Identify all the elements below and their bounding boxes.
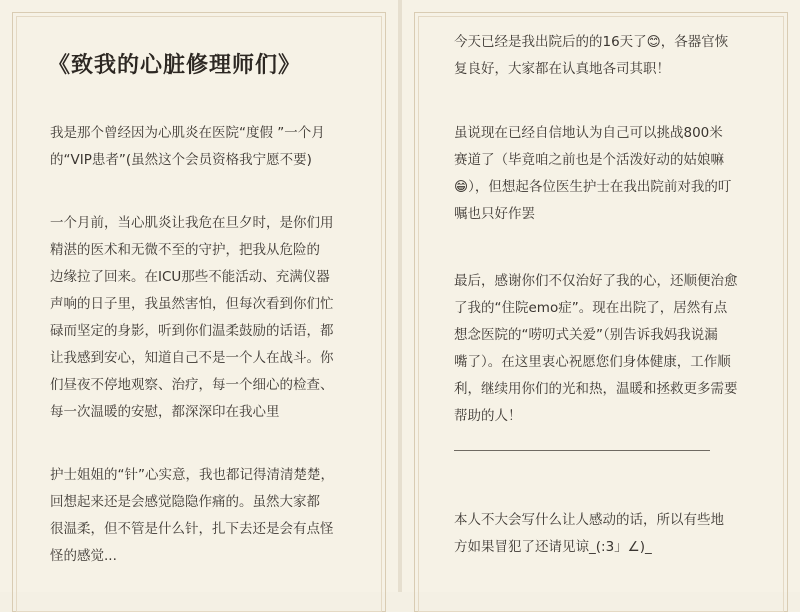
right-page: [402, 0, 800, 592]
section-divider: [454, 450, 710, 451]
icu-paragraph: 一个月前，当心肌炎让我危在旦夕时，是你们用 精湛的医术和无微不至的守护，把我从危险的 边缘拉了回来。在ICU那些不能活动、充满仪器 声响的日子里，我虽然害怕，但每次看到你们忙 碌而坚定的身影，听到你们温柔鼓励的话语，都 让我感到安心，知道自己不是一个人在战斗。你 们昼夜不停地观察、治疗，每一个细心的检查、 每一次温暖的安慰，都深深印在我心里: [50, 215, 334, 420]
challenge-paragraph: 虽说现在已经自信地认为自己可以挑战800米 赛道了（毕竟咱之前也是个活泼好动的姑娘嘛 😁），但想起各位医生护士在我出院前对我的叮 嘱也只好作罢: [454, 125, 732, 222]
left-page: [0, 0, 398, 592]
recovery-paragraph: 今天已经是我出院后的的16天了😊，各器官恢 复良好，大家都在认真地各司其职！: [454, 34, 729, 77]
letter-title: 《致我的心脏修理师们》: [48, 53, 302, 78]
nurse-paragraph: 护士姐姐的“针”心实意，我也都记得清清楚楚， 回想起来还是会感觉隐隐作痛的。虽然大家都 很温柔，但不管是什么针，扎下去还是会有点怪 怪的感觉...: [50, 467, 334, 564]
closing-paragraph: 本人不大会写什么让人感动的话，所以有些地 方如果冒犯了还请见谅_(:3」∠)_: [454, 512, 724, 555]
intro-paragraph: 我是那个曾经因为心肌炎在医院“度假 ”一个月 的“VIP患者”(虽然这个会员资格我宁愿不要): [50, 125, 325, 168]
thanks-paragraph: 最后，感谢你们不仅治好了我的心，还顺便治愈 了我的“住院emo症”。现在出院了，居然有点 想念医院的“唠叨式关爱”（别告诉我妈我说漏 嘴了）。在这里衷心祝愿您们身体健康，工作顺 利，继续用你们的光和热，温暖和拯救更多需要 帮助的人！: [454, 273, 738, 424]
